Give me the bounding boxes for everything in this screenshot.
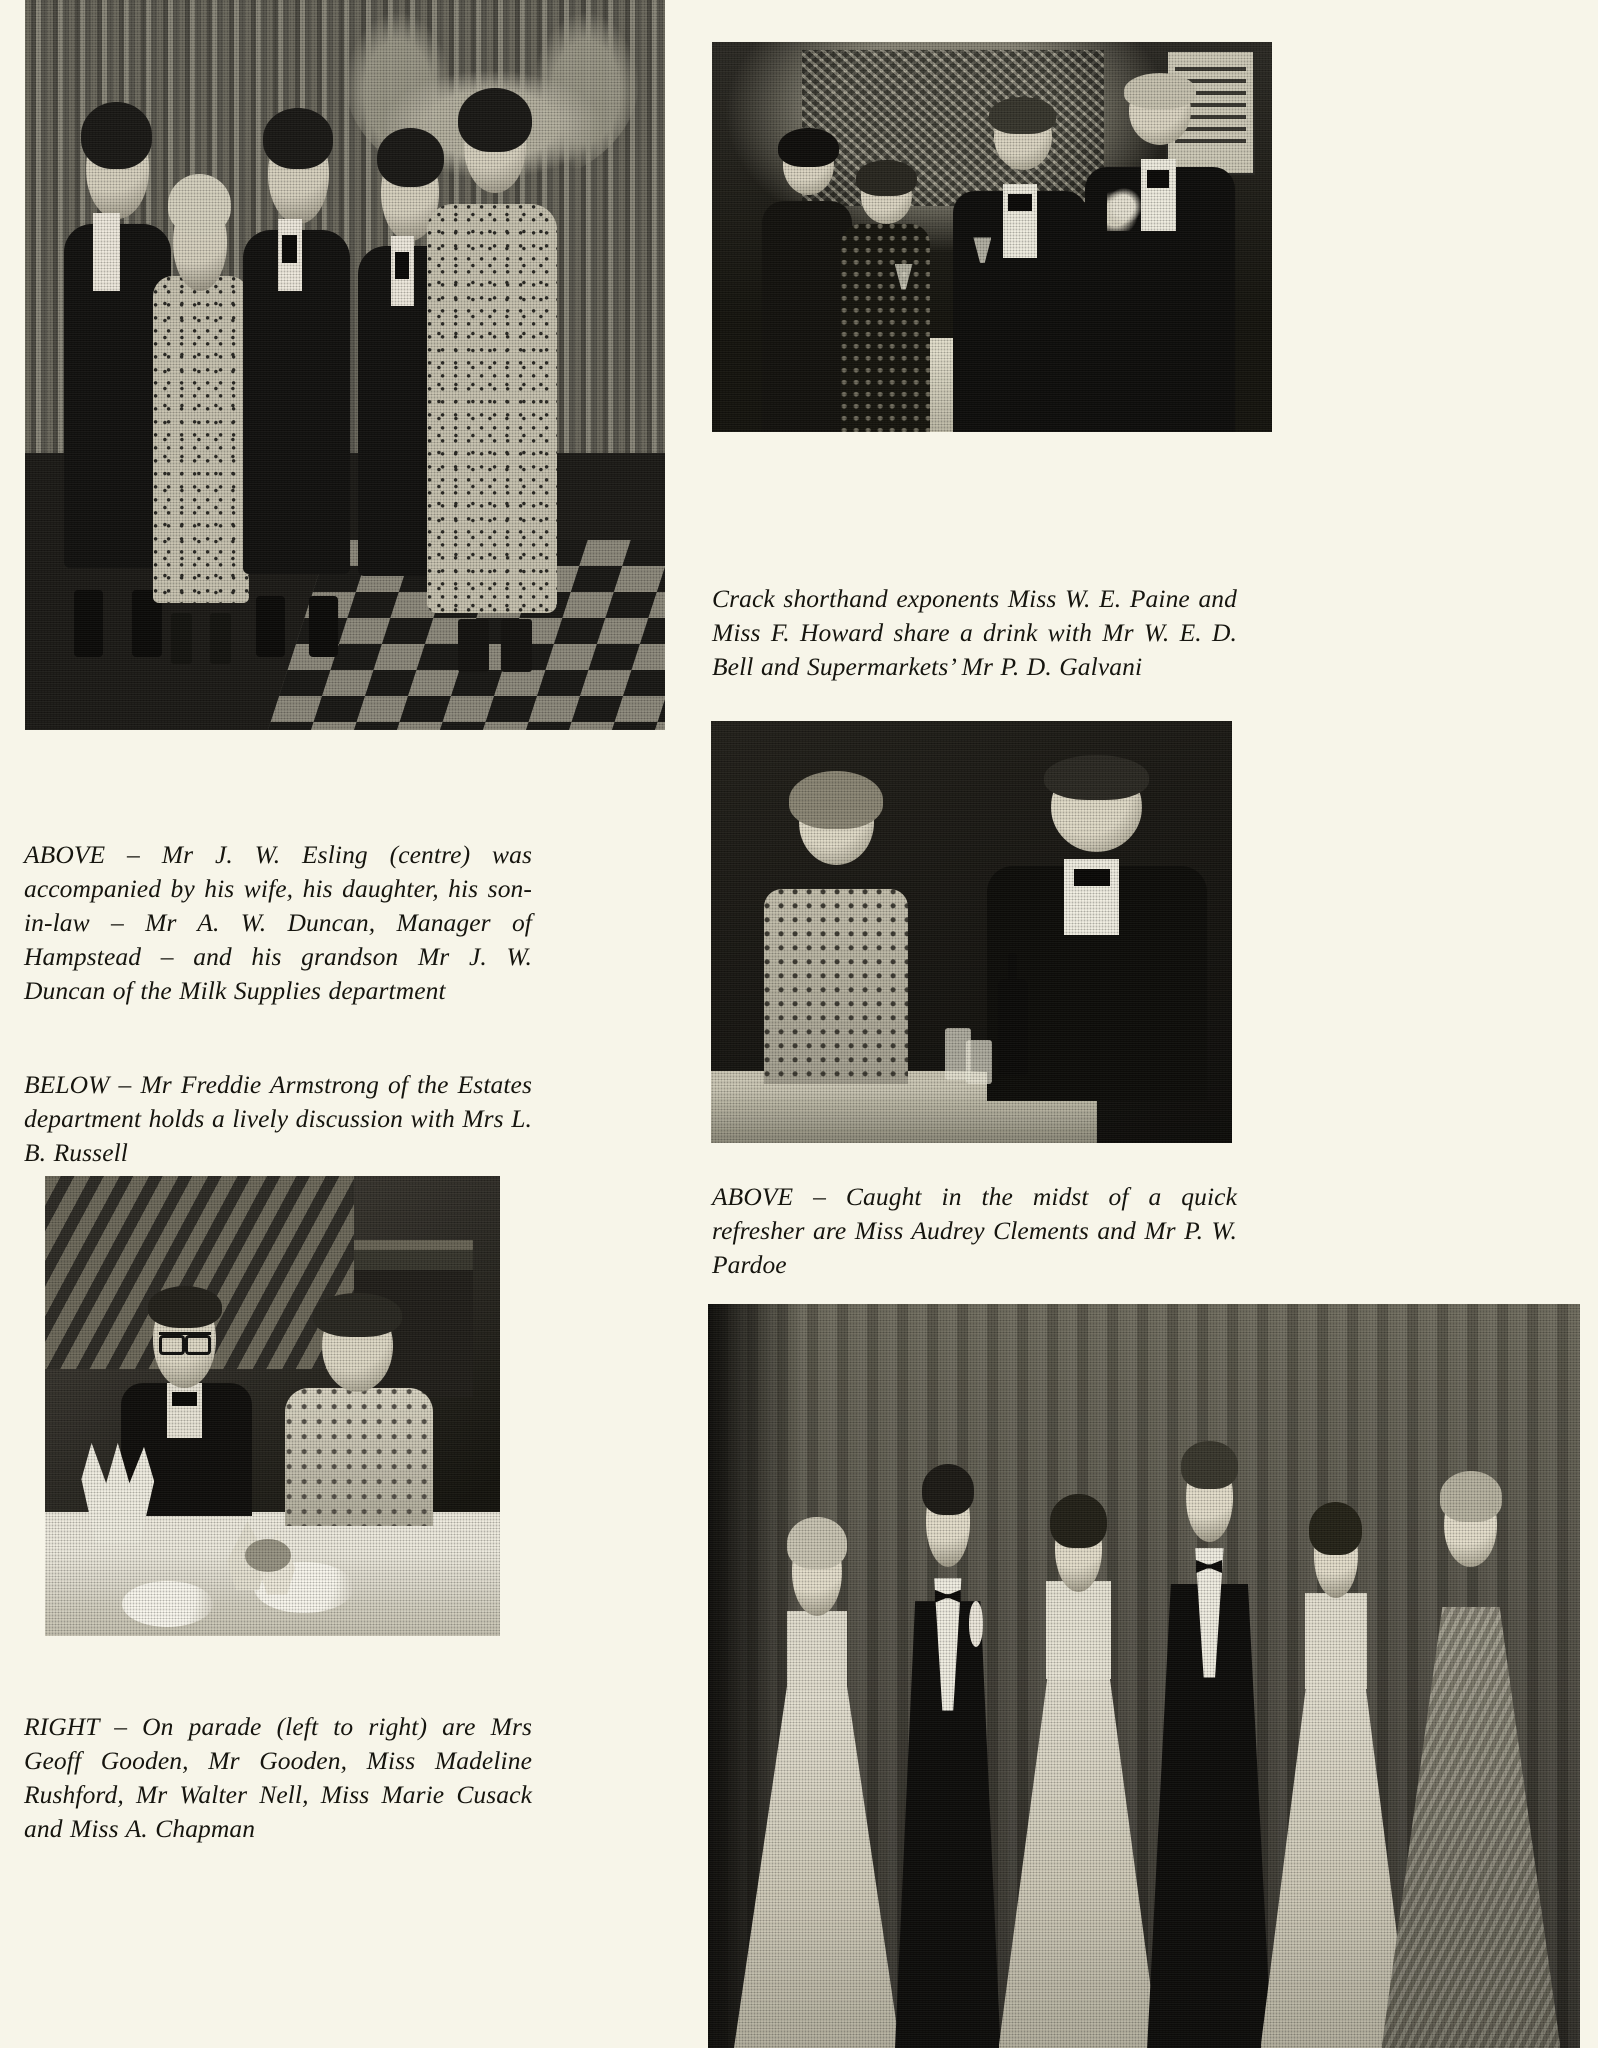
caption-shorthand-exponents: Crack shorthand exponents Miss W. E. Paine and Miss F. Howard share a drink with Mr W. E. D. Bell and Supermarkets’ Mr P. D. Galvani bbox=[712, 584, 1237, 681]
photo-group-of-five-standing bbox=[25, 0, 665, 730]
photo-couple-at-table bbox=[711, 721, 1232, 1143]
caption-refresher: ABOVE – Caught in the midst of a quick refresher are Miss Audrey Clements and Mr P. W. Pardoe bbox=[712, 1182, 1237, 1279]
photo-man-and-woman-at-dinner-table bbox=[45, 1176, 500, 1636]
spectacles-icon bbox=[159, 1332, 211, 1351]
photo-four-people-at-bar bbox=[712, 42, 1272, 432]
photo-line-up-of-six bbox=[708, 1304, 1580, 2048]
caption-armstrong: BELOW – Mr Freddie Armstrong of the Estates department holds a lively discussion with Mrs L. B. Russell bbox=[24, 1070, 532, 1167]
caption-parade: RIGHT – On parade (left to right) are Mrs Geoff Gooden, Mr Gooden, Miss Madeline Rushford, Mr Walter Nell, Miss Marie Cusack and Miss A. Chapman bbox=[24, 1712, 532, 1843]
caption-esling: ABOVE – Mr J. W. Esling (centre) was accompanied by his wife, his daughter, his son-in-law – Mr A. W. Duncan, Manager of Hampstead – and his grandson Mr J. W. Duncan of the Milk Supplies department bbox=[24, 840, 532, 1005]
